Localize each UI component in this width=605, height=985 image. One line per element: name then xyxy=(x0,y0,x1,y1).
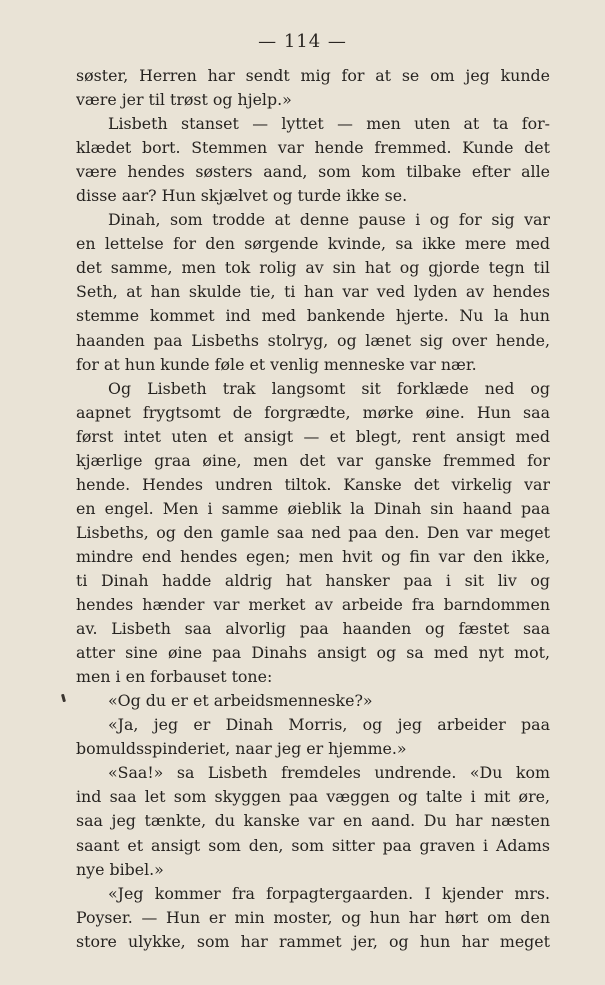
text-line: «Saa!» sa Lisbeth fremdeles undrende. «Du kom xyxy=(108,763,550,783)
text-line: «Jeg kommer fra forpagtergaarden. I kjender mrs. xyxy=(108,883,550,903)
text-line: «Ja, jeg er Dinah Morris, og jeg arbeider paa xyxy=(108,715,550,735)
text-line: ti Dinah hadde aldrig hat hansker paa i sit liv og xyxy=(76,570,550,590)
text-line: men i en forbauset tone: xyxy=(76,667,273,687)
text-line: aapnet frygtsomt de forgrædte, mørke øine. Hun saa xyxy=(76,402,550,422)
margin-mark xyxy=(61,694,66,703)
text-line: stemme kommet ind med bankende hjerte. Nu la hun xyxy=(76,306,550,326)
text-line: av. Lisbeth saa alvorlig paa haanden og fæstet saa xyxy=(76,619,550,639)
text-line: saant et ansigt som den, som sitter paa graven i Adams xyxy=(76,835,550,855)
text-line: det samme, men tok rolig av sin hat og gjorde tegn til xyxy=(76,258,550,278)
text-line: være hendes søsters aand, som kom tilbake efter alle xyxy=(76,162,550,182)
text-line: kjærlige graa øine, men det var ganske fremmed for xyxy=(76,450,550,470)
text-line: haanden paa Lisbeths stolryg, og lænet sig over hende, xyxy=(76,330,550,350)
page-number: — 114 — xyxy=(258,31,347,52)
body-text xyxy=(76,64,550,954)
text-line: en engel. Men i samme øieblik la Dinah sin haand paa xyxy=(76,498,550,518)
text-line: disse aar? Hun skjælvet og turde ikke se. xyxy=(76,186,408,206)
text-line: klædet bort. Stemmen var hende fremmed. Kunde det xyxy=(76,138,550,158)
text-line: søster, Herren har sendt mig for at se om jeg kunde xyxy=(76,66,550,85)
text-line: mindre end hendes egen; men hvit og fin var den ikke, xyxy=(76,546,550,566)
text-line: hende. Hendes undren tiltok. Kanske det virkelig var xyxy=(76,474,550,494)
text-line: atter sine øine paa Dinahs ansigt og sa med nyt mot, xyxy=(76,643,550,663)
text-line: Dinah, som trodde at denne pause i og for sig var xyxy=(108,210,550,230)
text-line: store ulykke, som har rammet jer, og hun har meget xyxy=(76,931,550,951)
text-line: Poyser. — Hun er min moster, og hun har hørt om den xyxy=(76,907,550,927)
text-line: for at hun kunde føle et venlig menneske var nær. xyxy=(76,354,477,374)
text-line: bomuldsspinderiet, naar jeg er hjemme.» xyxy=(76,739,407,759)
text-line: en lettelse for den sørgende kvinde, sa ikke mere med xyxy=(76,234,550,254)
text-line: Seth, at han skulde tie, ti han var ved lyden av hendes xyxy=(76,282,550,302)
text-line: nye bibel.» xyxy=(76,859,164,879)
text-line: først intet uten et ansigt — et blegt, rent ansigt med xyxy=(76,426,550,446)
text-line: saa jeg tænkte, du kanske var en aand. Du har næsten xyxy=(76,811,550,831)
text-line: Lisbeth stanset — lyttet — men uten at ta for- xyxy=(108,114,550,134)
text-line: «Og du er et arbeidsmenneske?» xyxy=(108,691,373,711)
text-line: Og Lisbeth trak langsomt sit forklæde ned og xyxy=(108,378,550,398)
text-line: hendes hænder var merket av arbeide fra barndommen xyxy=(76,595,550,615)
text-line: Lisbeths, og den gamle saa ned paa den. Den var meget xyxy=(76,522,550,542)
text-line: ind saa let som skyggen paa væggen og talte i mit øre, xyxy=(76,787,550,807)
text-line: være jer til trøst og hjelp.» xyxy=(76,90,292,110)
